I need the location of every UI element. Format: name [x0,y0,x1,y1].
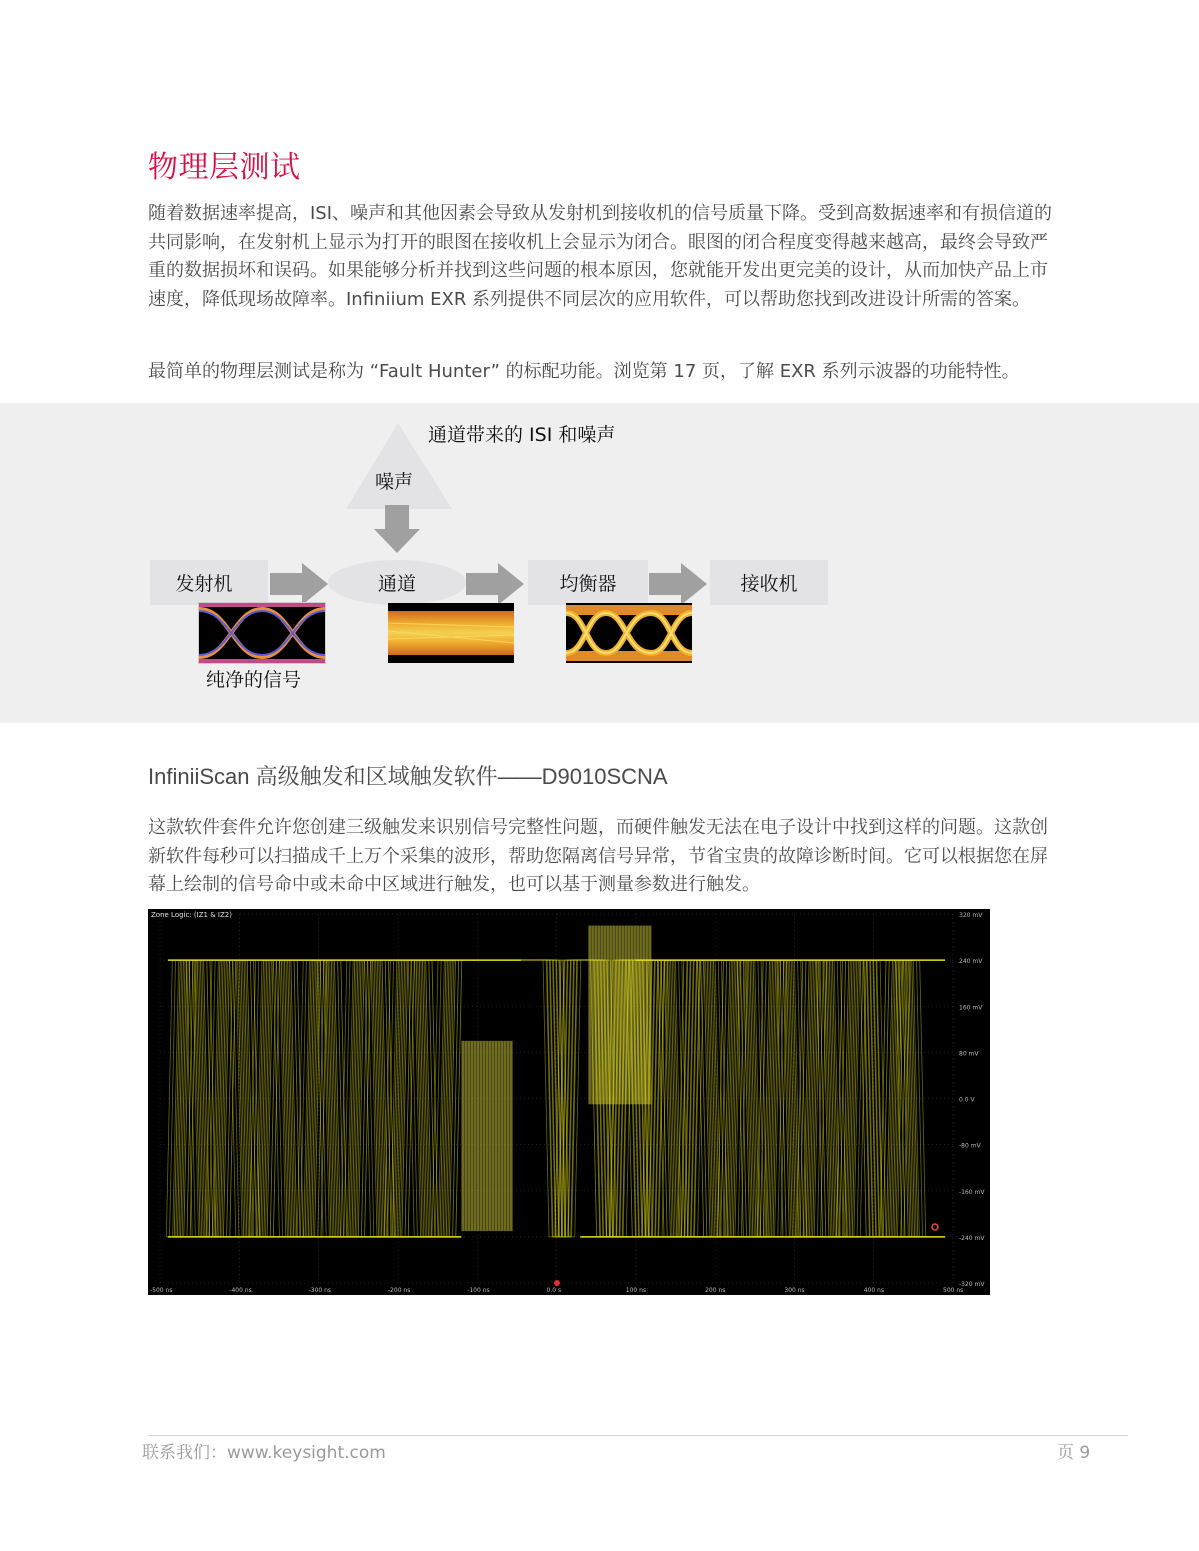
trigger-zone [461,1041,513,1231]
noise-label: 噪声 [375,471,414,493]
oscilloscope-plot [148,909,990,1295]
arrow-right-icon [464,561,526,607]
software-paragraph: 这款软件套件允许您创建三级触发来识别信号完整性问题，而硬件触发无法在电子设计中找到这样的问题。这款创新软件每秒可以扫描成千上万个采集的波形，帮助您隔离信号异常，节省宝贵的故障诊断时间。它可以根据您在屏幕上绘制的信号命中或未命中区域进行触发，也可以基于测量参数进行触发。 [148,817,1048,895]
equalizer-box [528,560,648,605]
clean-eye-diagram [198,602,326,664]
page-number: 页 9 [1057,1443,1091,1463]
oscilloscope-screenshot [148,909,990,1295]
x-tick-label: 100 ns [625,1287,647,1294]
footer-divider [148,1435,1128,1436]
y-tick-labels [959,912,985,1288]
x-tick-label: 200 ns [705,1287,726,1294]
fault-hunter-paragraph: 最简单的物理层测试是称为 “Fault Hunter” 的标配功能。浏览第 17 页，了解 EXR 系列示波器的功能特性。 [148,361,1020,382]
intro-paragraph: 随着数据速率提高，ISI、噪声和其他因素会导致从发射机到接收机的信号质量下降。受到高数据速率和有损信道的共同影响，在发射机上显示为打开的眼图在接收机上会显示为闭合。眼图的闭合程度变得越来越高，最终会导致严重的数据损坏和误码。如果能够分析并找到这些问题的根本原因，您就能开发出更完美的设计，从而加快产品上市速度，降低现场故障率。Infiniium EXR 系列提供不同层次的应用软件，可以帮助您找到改进设计所需的答案。 [148,203,1053,310]
cursor-marker [932,1224,938,1230]
y-tick-label: -160 mV [959,1188,985,1196]
transmitter-box [150,560,268,605]
y-tick-label: -320 mV [959,1281,985,1288]
y-tick-label: 80 mV [959,1050,979,1058]
x-tick-label: 0.0 s [546,1287,562,1294]
y-tick-label: -80 mV [959,1142,981,1150]
y-tick-label: 0.0 V [959,1096,975,1104]
x-tick-label: -500 ns [150,1287,173,1294]
trigger-marker [554,1280,560,1286]
channel-label: 通道 [377,573,416,595]
receiver-box [710,560,828,605]
x-tick-label: -200 ns [387,1287,411,1294]
transmitter-label: 发射机 [175,573,233,595]
section-title: 物理层测试 [148,150,301,185]
signal-path-diagram [0,403,1199,723]
clean-signal-label: 纯净的信号 [206,669,302,691]
channel-eye-diagram [388,603,514,663]
arrow-right-icon [268,561,330,607]
y-tick-label: 320 mV [959,912,983,919]
x-tick-labels [150,1287,963,1294]
x-tick-label: 400 ns [863,1287,884,1294]
x-tick-label: -300 ns [308,1287,332,1294]
y-tick-label: -240 mV [959,1234,985,1242]
y-tick-label: 240 mV [959,958,983,966]
x-tick-label: 300 ns [784,1287,805,1294]
isi-noise-label: 通道带来的 ISI 和噪声 [428,424,616,446]
x-tick-label: -100 ns [467,1287,490,1294]
equalizer-label: 均衡器 [559,573,617,595]
arrow-right-icon [647,561,709,607]
footer-contact: 联系我们：www.keysight.com [142,1443,386,1463]
receiver-label: 接收机 [740,573,798,595]
channel-box [328,560,466,605]
equalized-eye-diagram [566,603,692,663]
zone-logic-label: Zone Logic: (IZ1 & IZ2) [151,911,232,919]
x-tick-label: -400 ns [229,1287,252,1294]
x-tick-label: 500 ns [943,1287,964,1294]
down-arrow-icon [372,503,422,555]
y-tick-label: 160 mV [959,1004,983,1012]
software-title: InfiniiScan 高级触发和区域触发软件——D9010SCNA [148,764,668,789]
